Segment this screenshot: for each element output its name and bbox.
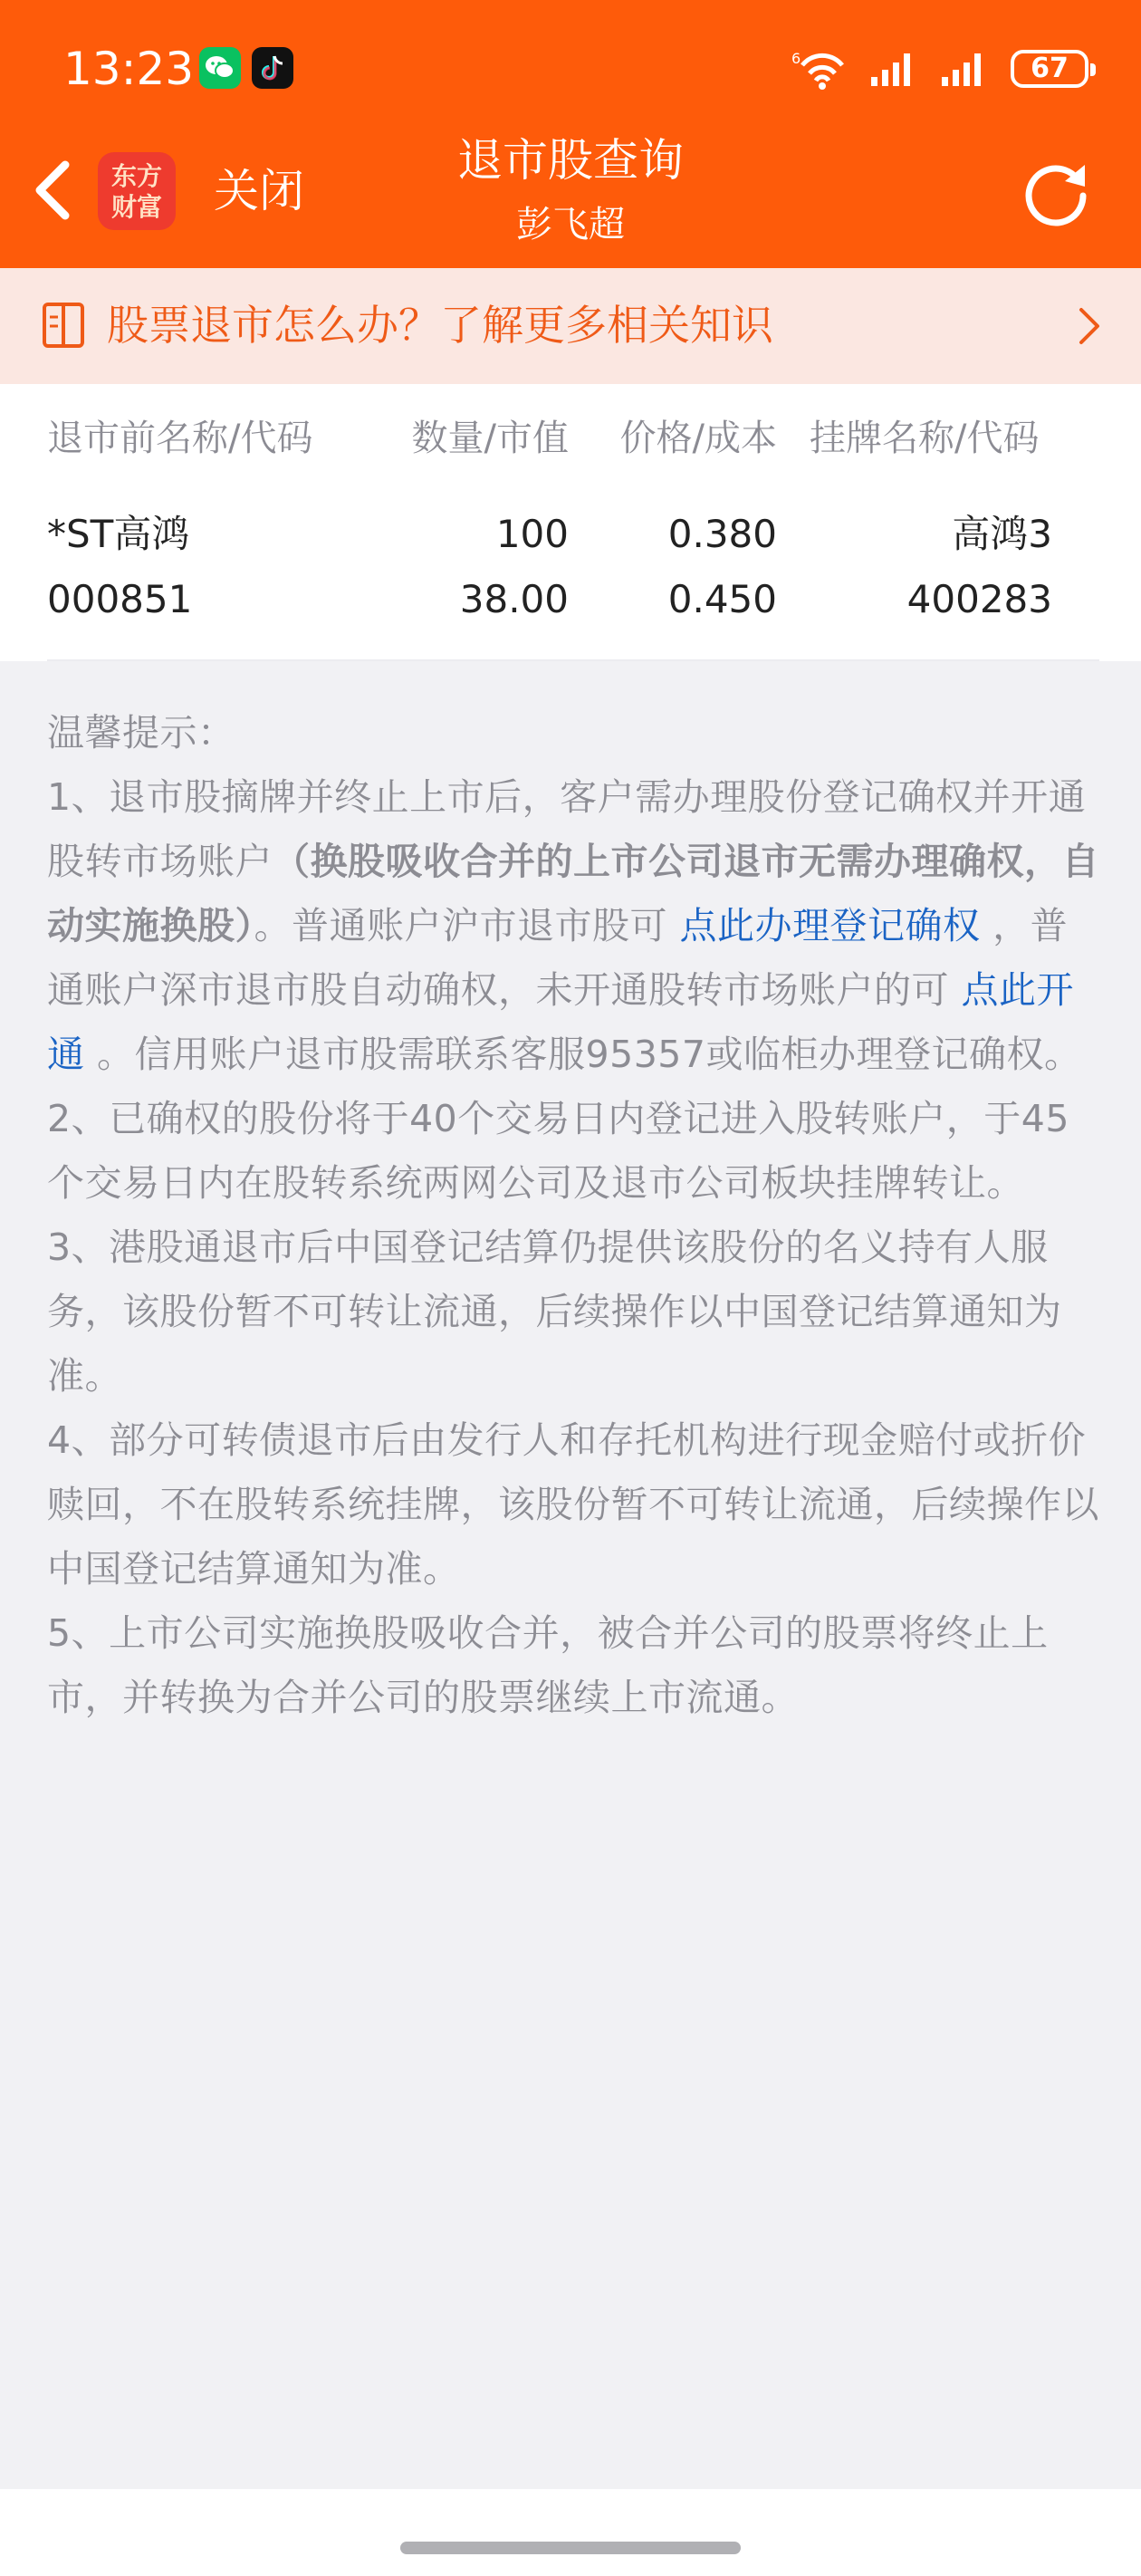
- wechat-icon: [199, 47, 241, 89]
- wifi-icon: [791, 47, 849, 91]
- tip-bold-text: （换股吸收合并的上市公司退市无需办理确权，自动实施换股）: [47, 840, 1099, 947]
- stock-quantity: 100: [495, 512, 569, 556]
- status-icons: [791, 43, 1088, 94]
- delisted-stock-table: [0, 384, 1141, 661]
- signal-icon: [869, 50, 920, 88]
- svg-text:6: 6: [791, 50, 801, 67]
- stock-market-value: 38.00: [459, 577, 569, 621]
- knowledge-banner[interactable]: [0, 268, 1141, 384]
- battery-icon: 67: [1011, 50, 1088, 88]
- tip-text: ，普通账户深市退市股自动确权，未开通股转市场账户的可: [47, 904, 1069, 1012]
- tip-text: 。信用账户退市股需联系客服95357或临柜办理登记确权。: [97, 1033, 1082, 1076]
- listing-name: 高鸿3: [952, 512, 1052, 556]
- divider: [47, 659, 1099, 661]
- column-header: 数量/市值: [411, 418, 569, 459]
- banner-text[interactable]: 股票退市怎么办？了解更多相关知识: [107, 301, 773, 350]
- column-header: 价格/成本: [619, 418, 777, 459]
- tip-item-5: 5、上市公司实施换股吸收合并，被合并公司的股票将终止上市，并转换为合并公司的股票继续上市流通。: [47, 1611, 1049, 1719]
- top-bar: [0, 0, 1141, 268]
- tips-section: [47, 701, 1103, 1730]
- tips-title: 温馨提示：: [47, 711, 235, 755]
- tip-text: 。普通账户沪市退市股可: [254, 904, 667, 947]
- logo-line1: 东方: [110, 161, 162, 191]
- stock-name: *ST高鸿: [47, 512, 190, 556]
- tip-text: 1、退市股摘牌并终止上市后，客户需办理股份登记确权并开通股转市场账户: [47, 775, 1087, 883]
- stock-code: 000851: [47, 577, 193, 621]
- tip-item-1: [47, 765, 1103, 1087]
- chevron-right-icon[interactable]: [1078, 306, 1101, 346]
- tip-item-2: 2、已确权的股份将于40个交易日内登记进入股转账户，于45个交易日内在股转系统两网公司及退市公司板块挂牌转让。: [47, 1097, 1069, 1205]
- column-header: 退市前名称/代码: [47, 418, 313, 459]
- bottom-bar: [0, 2489, 1141, 2576]
- stock-price: 0.380: [667, 512, 777, 556]
- book-icon: [42, 301, 85, 350]
- stock-cost: 0.450: [667, 577, 777, 621]
- register-confirm-link[interactable]: 点此办理登记确权: [679, 904, 981, 947]
- home-indicator[interactable]: [400, 2542, 741, 2554]
- refresh-icon[interactable]: [1020, 156, 1094, 230]
- tiktok-icon: [252, 47, 293, 89]
- status-time: 13:23: [63, 43, 195, 95]
- page-title: 退市股查询: [457, 134, 684, 187]
- open-account-link[interactable]: 点此开通: [47, 968, 1075, 1076]
- page-subtitle: 彭飞超: [516, 204, 625, 245]
- close-button[interactable]: 关闭: [214, 165, 304, 217]
- signal-icon: [940, 50, 991, 88]
- tip-item-3: 3、港股通退市后中国登记结算仍提供该股份的名义持有人服务，该股份暂不可转让流通，后续操作以中国登记结算通知为准。: [47, 1226, 1062, 1398]
- logo-line2: 财富: [110, 192, 162, 222]
- tip-item-4: 4、部分可转债退市后由发行人和存托机构进行现金赔付或折价赎回，不在股转系统挂牌，该股份暂不可转让流通，后续操作以中国登记结算通知为准。: [47, 1418, 1099, 1591]
- listing-code: 400283: [906, 577, 1052, 621]
- column-header: 挂牌名称/代码: [810, 418, 1040, 459]
